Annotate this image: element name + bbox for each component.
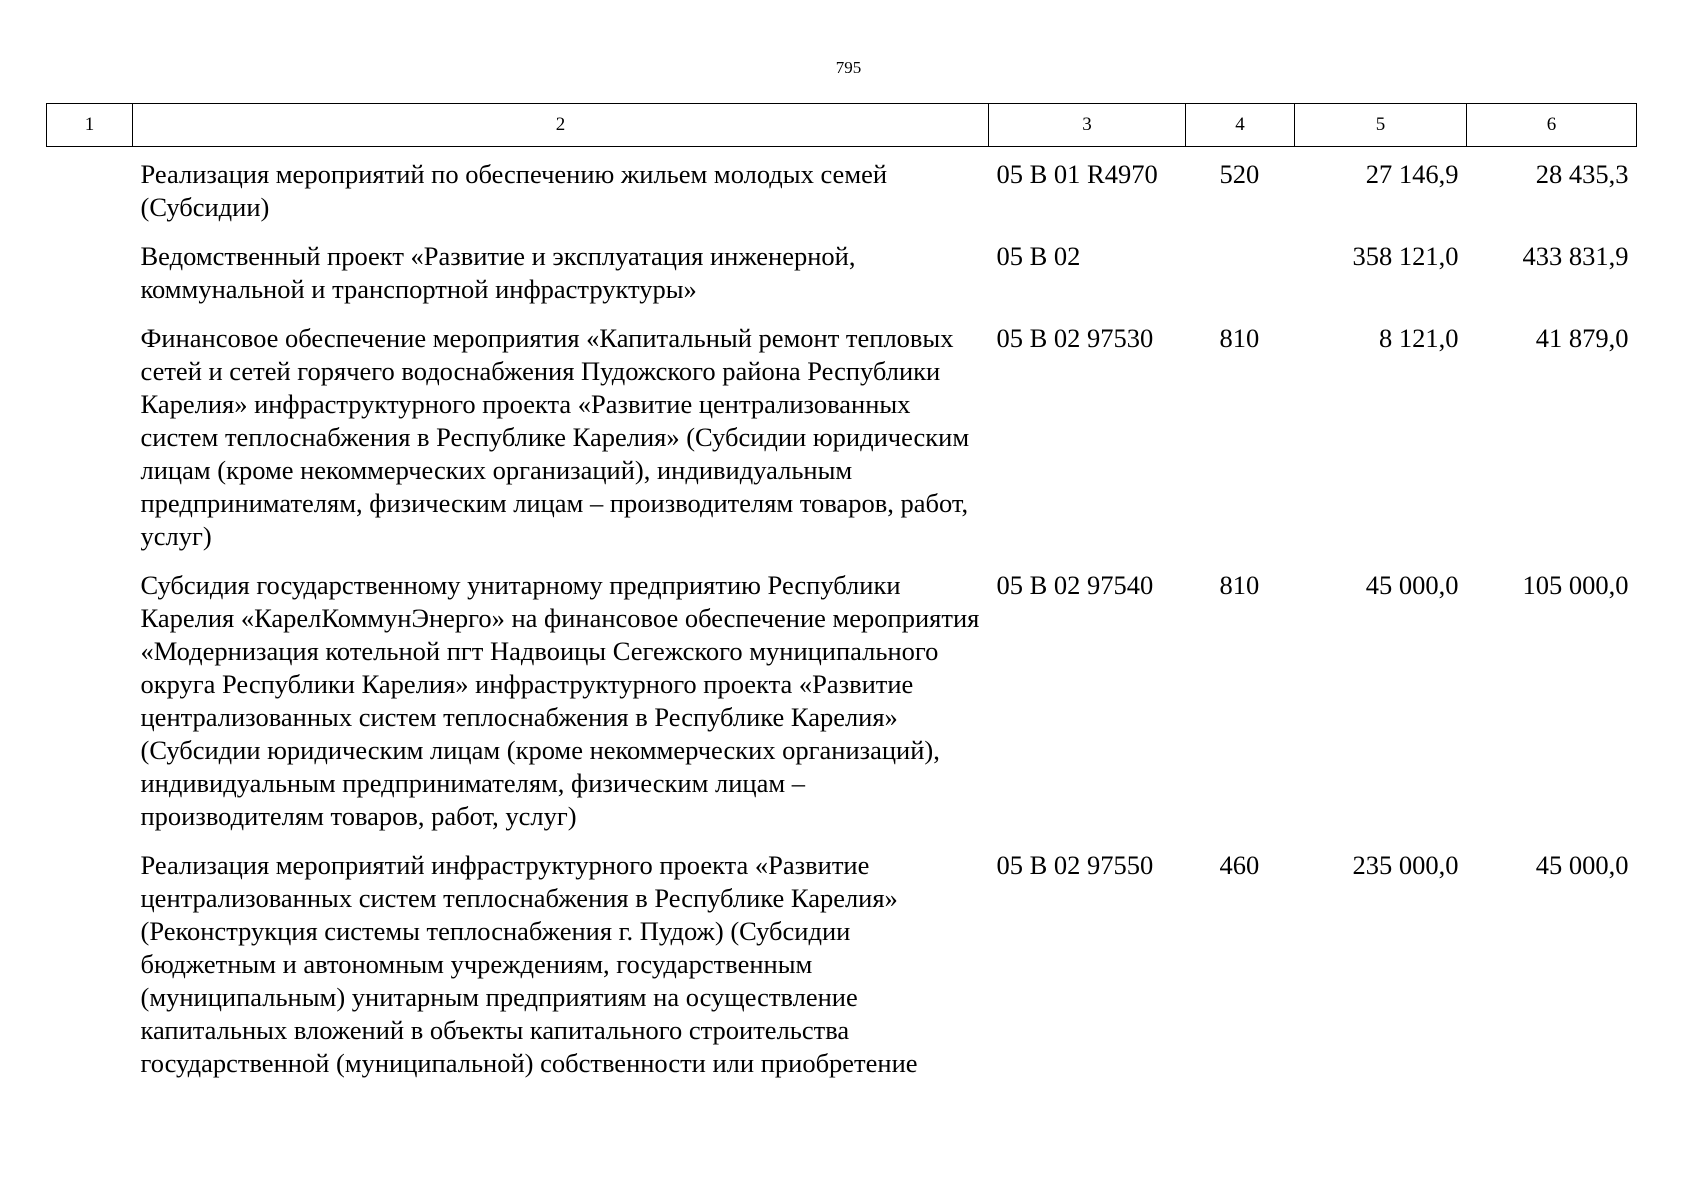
row-code: 05 В 01 R4970	[996, 159, 1158, 189]
row-name: Реализация мероприятий инфраструктурного проекта «Развитие централизованных систем теплоснабжения в Республике Карелия» (Реконструкция системы теплоснабжения г. Пудож) (Субсидии бюджетным и автономным учреждениям, государственным (муниципальным) унитарным предприятиям на осуществление капитальных вложений в объекты капитального строительства государственной (муниципальной) собственности или приобретение	[140, 850, 918, 1078]
row-index-cell	[47, 240, 133, 322]
header-col-3: 3	[989, 104, 1186, 147]
table-row	[47, 240, 1637, 322]
row-value-5: 358 121,0	[1352, 241, 1459, 271]
header-col-1: 1	[47, 104, 133, 147]
header-col-6: 6	[1467, 104, 1637, 147]
row-type: 460	[1219, 850, 1260, 880]
row-value-6: 433 831,9	[1522, 241, 1629, 271]
row-name: Реализация мероприятий по обеспечению жильем молодых семей (Субсидии)	[140, 159, 888, 222]
table-body	[47, 147, 1637, 1097]
row-index-cell	[47, 147, 133, 241]
row-value-6: 45 000,0	[1535, 850, 1629, 880]
header-col-2: 2	[133, 104, 989, 147]
table-row	[47, 569, 1637, 849]
row-name: Финансовое обеспечение мероприятия «Капитальный ремонт тепловых сетей и сетей горячего водоснабжения Пудожского района Республики Карелия» инфраструктурного проекта «Развитие централизованных систем теплоснабжения в Республике Карелия» (Субсидии юридическим лицам (кроме некоммерческих организаций), индивидуальным предпринимателям, физическим лицам – производителям товаров, работ, услуг)	[140, 323, 970, 551]
table-row	[47, 147, 1637, 241]
row-type: 810	[1219, 323, 1260, 353]
row-index-cell	[47, 849, 133, 1096]
row-name: Ведомственный проект «Развитие и эксплуатация инженерной, коммунальной и транспортной инфраструктуры»	[140, 241, 856, 304]
row-code: 05 В 02	[996, 241, 1081, 271]
row-value-5: 45 000,0	[1365, 570, 1459, 600]
row-type: 520	[1219, 159, 1260, 189]
row-value-6: 105 000,0	[1522, 570, 1629, 600]
header-col-4: 4	[1186, 104, 1295, 147]
row-value-5: 27 146,9	[1365, 159, 1459, 189]
row-code: 05 В 02 97530	[996, 323, 1154, 353]
row-name: Субсидия государственному унитарному предприятию Республики Карелия «КарелКоммунЭнерго» на финансовое обеспечение мероприятия «Модернизация котельной пгт Надвоицы Сегежского муниципального округа Республики Карелия» инфраструктурного проекта «Развитие централизованных систем теплоснабжения в Республике Карелия» (Субсидии юридическим лицам (кроме некоммерческих организаций), индивидуальным предпринимателям, физическим лицам – производителям товаров, работ, услуг)	[140, 570, 980, 831]
row-value-6: 28 435,3	[1535, 159, 1629, 189]
row-value-6: 41 879,0	[1535, 323, 1629, 353]
budget-table	[46, 103, 1637, 1096]
row-code: 05 В 02 97550	[996, 850, 1154, 880]
row-index-cell	[47, 322, 133, 569]
row-code: 05 В 02 97540	[996, 570, 1154, 600]
row-type: 810	[1219, 570, 1260, 600]
row-type	[1186, 240, 1295, 322]
table-row	[47, 849, 1637, 1096]
row-value-5: 8 121,0	[1379, 323, 1459, 353]
table-header	[47, 104, 1637, 147]
header-row	[47, 104, 1637, 147]
page-number: 795	[835, 58, 862, 77]
row-value-5: 235 000,0	[1352, 850, 1459, 880]
row-index-cell	[47, 569, 133, 849]
header-col-5: 5	[1295, 104, 1467, 147]
table-row	[47, 322, 1637, 569]
